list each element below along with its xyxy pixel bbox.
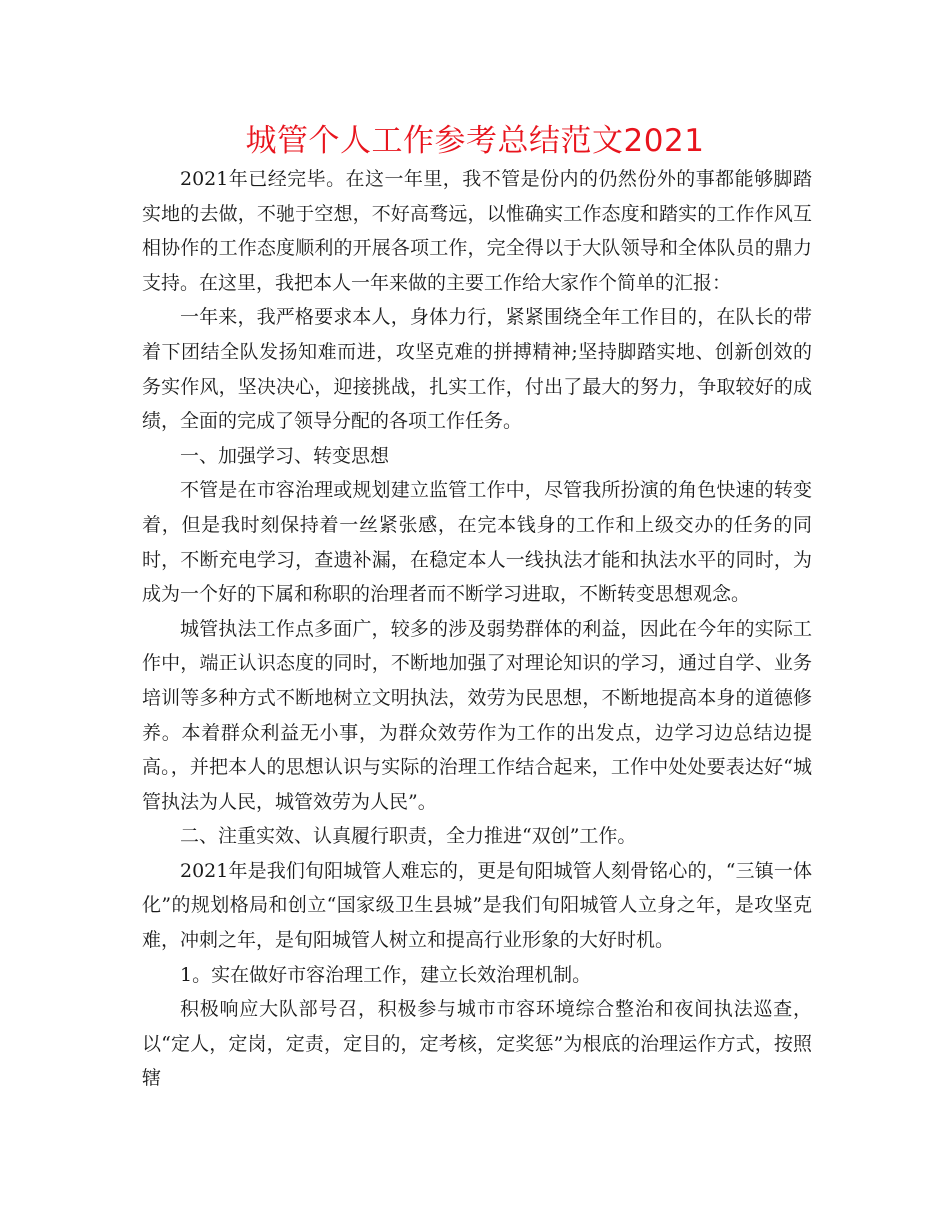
paragraph-summary: 一年来，我严格要求本人，身体力行，紧紧围绕全年工作目的，在队长的带着下团结全队发扬知难而进，攻坚克难的拼搏精神;坚持脚踏实地、创新创效的务实作风，坚决决心，迎接挑战，扎实工作，付出了最大的努力，争取较好的成绩，全面的完成了领导分配的各项工作任务。 [142, 306, 812, 433]
paragraph-year-2021: 2021年是我们旬阳城管人难忘的，更是旬阳城管人刻骨铭心的，“三镇一体化”的规划格局和创立“国家级卫生县城”是我们旬阳城管人立身之年，是攻坚克难，冲刺之年，是旬阳城管人树立和提高行业形象的大好时机。 [142, 859, 812, 952]
section-heading-2: 二、注重实效、认真履行职责，全力推进“双创”工作。 [180, 825, 637, 848]
paragraph-response: 积极响应大队部号召，积极参与城市市容环境综合整治和夜间执法巡查，以“定人，定岗，定责，定目的，定考核，定奖惩”为根底的治理运作方式，按照辖 [142, 998, 812, 1090]
section-heading-1: 一、加强学习、转变思想 [180, 444, 390, 467]
subsection-heading-1: 1。实在做好市容治理工作，建立长效治理机制。 [180, 963, 592, 986]
paragraph-enforcement: 城管执法工作点多面广，较多的涉及弱势群体的利益，因此在今年的实际工作中，端正认识态度的同时，不断地加强了对理论知识的学习，通过自学、业务培训等多种方式不断地树立文明执法，效劳为民思想，不断地提高本身的道德修养。本着群众利益无小事，为群众效劳作为工作的出发点，边学习边总结边提高。，并把本人的思想认识与实际的治理工作结合起来，工作中处处要表达好“城管执法为人民，城管效劳为人民”。 [142, 617, 812, 813]
document-title: 城管个人工作参考总结范文2021 [245, 123, 705, 159]
paragraph-learning: 不管是在市容治理或规划建立监管工作中，尽管我所扮演的角色快速的转变着，但是我时刻保持着一丝紧张感，在完本钱身的工作和上级交办的任务的同时，不断充电学习，查遗补漏，在稳定本人一线执法才能和执法水平的同时，为成为一个好的下属和称职的治理者而不断学习进取，不断转变思想观念。 [142, 479, 812, 606]
paragraph-intro: 2021年已经完毕。在这一年里，我不管是份内的仍然份外的事都能够脚踏实地的去做，不驰于空想，不好高骛远，以惟确实工作态度和踏实的工作作风互相协作的工作态度顺利的开展各项工作，完全得以于大队领导和全体队员的鼎力支持。在这里，我把本人一年来做的主要工作给大家作个简单的汇报： [142, 168, 812, 294]
document-body [142, 162, 812, 1096]
